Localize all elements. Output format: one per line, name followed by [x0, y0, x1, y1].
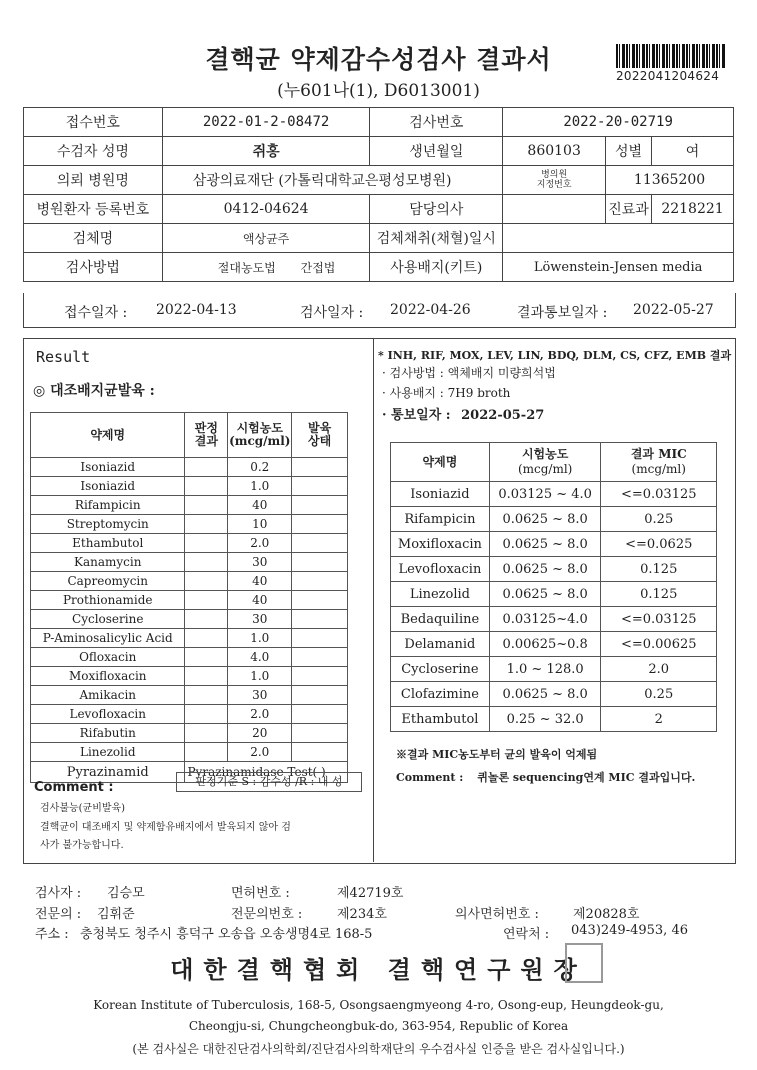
dept: 2218221 [652, 195, 734, 224]
test-no: 2022-20-02719 [503, 108, 734, 137]
address-label: 주소 : [35, 927, 69, 942]
solid-table-row [31, 667, 348, 686]
mic-drug-name: Delamanid [391, 632, 490, 657]
criteria-box: 판정기준 S : 감수성 /R : 내 성 [176, 772, 362, 792]
mic-drug-name: Moxifloxacin [391, 532, 490, 557]
mic-table-header [391, 443, 717, 482]
mic-result: <=0.03125 [601, 607, 717, 632]
solid-table-row [31, 458, 348, 477]
tester-label: 검사자 : [35, 886, 82, 901]
test-conc: 2.0 [228, 705, 292, 724]
notify-date-label: 결과통보일자 : [517, 305, 608, 321]
medium-line: · 사용배지 : 7H9 broth [382, 386, 511, 400]
test-conc: 30 [228, 610, 292, 629]
method-1: 절대농도법 [217, 260, 276, 275]
patient-name: 쥐홍 [162, 137, 370, 166]
english-address-2: Cheongju-si, Chungcheongbuk-do, 363-954, Republic of Korea [188, 1019, 569, 1033]
drug-name: Isoniazid [31, 477, 185, 496]
sex: 여 [652, 137, 734, 166]
mic-drug-name: Linezolid [391, 582, 490, 607]
growth-state [292, 591, 348, 610]
mic-result: 0.25 [601, 682, 717, 707]
sex-label: 성별 [606, 137, 652, 166]
license: 제42719호 [337, 886, 404, 901]
growth-state [292, 458, 348, 477]
test-conc: 2.0 [228, 743, 292, 762]
test-conc: 10 [228, 515, 292, 534]
barcode-number: 2022041204624 [616, 69, 720, 83]
growth-state [292, 496, 348, 515]
mic-range: 0.0625 ~ 8.0 [489, 582, 601, 607]
drug-name: Rifampicin [31, 496, 185, 515]
growth-state [292, 629, 348, 648]
header-conc-2: (mcg/ml) [229, 434, 291, 448]
drug-name: Levofloxacin [31, 705, 185, 724]
solid-medium-table [30, 412, 348, 783]
mic-result: <=0.00625 [601, 632, 717, 657]
mic-table-row [391, 532, 717, 557]
mic-range: 0.0625 ~ 8.0 [489, 682, 601, 707]
specialist: 김휘준 [97, 907, 135, 922]
growth-state [292, 515, 348, 534]
growth-state [292, 705, 348, 724]
growth-state [292, 610, 348, 629]
mic-result: <=0.03125 [601, 482, 717, 507]
solid-table-row [31, 553, 348, 572]
mic-table-row [391, 557, 717, 582]
test-conc: 1.0 [228, 477, 292, 496]
judge-result [185, 648, 228, 667]
notify-date: 2022-05-27 [633, 302, 714, 318]
liquid-mic-table [390, 442, 717, 732]
results-divider [373, 338, 374, 862]
pza-drug: Pyrazinamid [31, 762, 185, 783]
header-conc [228, 413, 292, 458]
method-line: · 검사방법 : 액체배지 미량희석법 [382, 366, 556, 380]
judge-result [185, 534, 228, 553]
judge-result [185, 629, 228, 648]
mic-header-mic-2: (mcg/ml) [631, 462, 686, 476]
hospital-code-label-1: 병의원 [541, 170, 568, 180]
test-conc: 40 [228, 591, 292, 610]
document-subtitle: (누601나(1), D6013001) [277, 81, 480, 101]
mic-drug-name: Rifampicin [391, 507, 490, 532]
spec-no: 제234호 [337, 907, 387, 922]
doctor-label: 담당의사 [370, 195, 503, 224]
mic-header-conc [489, 443, 601, 482]
document-title: 결핵균 약제감수성검사 결과서 [205, 45, 552, 74]
mic-range: 0.0625 ~ 8.0 [489, 507, 601, 532]
method-label: 검사방법 [24, 253, 163, 282]
growth-state [292, 686, 348, 705]
test-conc: 1.0 [228, 667, 292, 686]
birth-label: 생년월일 [370, 137, 503, 166]
left-comment-label: Comment : [34, 780, 114, 795]
solid-table-row [31, 515, 348, 534]
mic-range: 0.00625~0.8 [489, 632, 601, 657]
solid-table-row [31, 705, 348, 724]
mic-range: 0.03125~4.0 [489, 607, 601, 632]
result-heading: Result [36, 348, 91, 366]
solid-table-row [31, 724, 348, 743]
hospital-label: 의뢰 병원명 [24, 166, 163, 195]
drug-name: Kanamycin [31, 553, 185, 572]
left-comment-1: 검사불능(균비발육) [40, 803, 126, 814]
mic-table-row [391, 657, 717, 682]
judge-result [185, 686, 228, 705]
test-date: 2022-04-26 [390, 302, 471, 318]
receipt-date-label: 접수일자 : [64, 305, 128, 321]
solid-table-row [31, 629, 348, 648]
test-conc: 40 [228, 496, 292, 515]
test-conc: 30 [228, 686, 292, 705]
header-conc-1: 시험농도 [236, 421, 283, 435]
receipt-no: 2022-01-2-08472 [162, 108, 370, 137]
solid-table-row [31, 610, 348, 629]
growth-state [292, 553, 348, 572]
method-2: 간접법 [300, 260, 336, 275]
certification-note: (본 검사실은 대한진단검사의학회/진단검사의학재단의 우수검사실 인증을 받은 검사실입니다.) [132, 1042, 625, 1056]
mic-result: 2 [601, 707, 717, 732]
test-conc: 40 [228, 572, 292, 591]
right-comment-text: 퀴놀론 sequencing연계 MIC 결과입니다. [477, 771, 696, 784]
mic-drug-name: Cycloserine [391, 657, 490, 682]
drug-name: Rifabutin [31, 724, 185, 743]
solid-table-row [31, 591, 348, 610]
mic-table-row [391, 707, 717, 732]
judge-result [185, 667, 228, 686]
solid-table-row [31, 686, 348, 705]
mic-table-row [391, 482, 717, 507]
judge-result [185, 458, 228, 477]
solid-table-row [31, 572, 348, 591]
drug-name: Capreomycin [31, 572, 185, 591]
drug-name: Amikacin [31, 686, 185, 705]
solid-table-row [31, 743, 348, 762]
method [162, 253, 370, 282]
mic-table-row [391, 682, 717, 707]
official-seal-stamp [565, 943, 603, 983]
receipt-no-label: 접수번호 [24, 108, 163, 137]
mic-drug-name: Levofloxacin [391, 557, 490, 582]
judge-result [185, 591, 228, 610]
drug-name: Streptomycin [31, 515, 185, 534]
header-growth [292, 413, 348, 458]
test-conc: 2.0 [228, 534, 292, 553]
specialist-label: 전문의 : [35, 907, 82, 922]
dates-row [23, 293, 736, 328]
license-label: 면허번호 : [231, 886, 290, 901]
judge-result [185, 553, 228, 572]
solid-table-row [31, 648, 348, 667]
specimen: 액상균주 [162, 224, 370, 253]
header-drug: 약제명 [31, 413, 185, 458]
mic-result: 0.25 [601, 507, 717, 532]
barcode [616, 44, 726, 68]
solid-table-row [31, 477, 348, 496]
spec-no-label: 전문의번호 : [231, 907, 303, 922]
doctor-license-label: 의사면허번호 : [455, 907, 539, 922]
judge-result [185, 515, 228, 534]
judge-result [185, 496, 228, 515]
growth-state [292, 667, 348, 686]
right-notify [382, 404, 544, 423]
mic-table-row [391, 632, 717, 657]
collect [503, 224, 734, 253]
mic-header-conc-2: (mcg/ml) [517, 462, 573, 476]
mic-range: 0.0625 ~ 8.0 [489, 532, 601, 557]
right-notify-date: 2022-05-27 [461, 408, 545, 423]
growth-state [292, 534, 348, 553]
mic-result: 0.125 [601, 582, 717, 607]
mic-header-mic-1: 결과 MIC [630, 447, 687, 461]
judge-result [185, 572, 228, 591]
mic-table-row [391, 582, 717, 607]
patient-info-table [23, 107, 734, 282]
test-conc: 1.0 [228, 629, 292, 648]
header-judge-2: 결과 [194, 434, 218, 448]
judge-result [185, 724, 228, 743]
reg-no-label: 병원환자 등록번호 [24, 195, 163, 224]
mic-drug-name: Clofazimine [391, 682, 490, 707]
drug-name: Cycloserine [31, 610, 185, 629]
english-address-1: Korean Institute of Tuberculosis, 168-5, Osongsaengmyeong 4-ro, Osong-eup, Heungdeok-gu, [93, 998, 664, 1012]
specimen-label: 검체명 [24, 224, 163, 253]
hospital-code-label-2: 지정번호 [536, 180, 572, 190]
drug-name: Prothionamide [31, 591, 185, 610]
doctor [503, 195, 606, 224]
left-comment-2: 결핵균이 대조배지 및 약제함유배지에서 발육되지 않아 검 [40, 822, 291, 833]
drug-name: P-Aminosalicylic Acid [31, 629, 185, 648]
footer-line-1 [35, 882, 735, 902]
hospital-code-label [503, 166, 606, 195]
drug-name: Isoniazid [31, 458, 185, 477]
birth: 860103 [503, 137, 606, 166]
mic-header-conc-1: 시험농도 [521, 447, 569, 461]
pza-test: Pyrazinamidase Test( ) [185, 762, 348, 783]
mic-range: 0.25 ~ 32.0 [489, 707, 601, 732]
mic-note: ※결과 MIC농도부터 균의 발육이 억제됨 [396, 748, 598, 761]
header-growth-2: 상태 [308, 434, 332, 448]
medium: Löwenstein-Jensen media [503, 253, 734, 282]
mic-result: <=0.0625 [601, 532, 717, 557]
growth-state [292, 648, 348, 667]
patient-name-label: 수검자 성명 [24, 137, 163, 166]
drug-name: Ethambutol [31, 534, 185, 553]
footer-line-2 [35, 903, 735, 923]
doctor-license: 제20828호 [573, 907, 640, 922]
mic-table-row [391, 507, 717, 532]
mic-range: 0.0625 ~ 8.0 [489, 557, 601, 582]
judge-result [185, 705, 228, 724]
header-judge [185, 413, 228, 458]
test-conc: 20 [228, 724, 292, 743]
judge-result [185, 610, 228, 629]
medium-label: 사용배지(키트) [370, 253, 503, 282]
mic-result: 2.0 [601, 657, 717, 682]
mic-drug-name: Ethambutol [391, 707, 490, 732]
mic-table-row [391, 607, 717, 632]
drug-name: Ofloxacin [31, 648, 185, 667]
mic-range: 0.03125 ~ 4.0 [489, 482, 601, 507]
growth-state [292, 477, 348, 496]
collect-label: 검체채취(채혈)일시 [370, 224, 503, 253]
right-comment-label: Comment : [396, 771, 464, 784]
solid-table-row [31, 496, 348, 515]
hospital-code: 11365200 [606, 166, 734, 195]
test-conc: 30 [228, 553, 292, 572]
test-conc: 4.0 [228, 648, 292, 667]
solid-table-row [31, 534, 348, 553]
test-no-label: 검사번호 [370, 108, 503, 137]
mic-drug-name: Bedaquiline [391, 607, 490, 632]
tester: 김승모 [107, 886, 145, 901]
judge-result [185, 477, 228, 496]
right-notify-label: · 통보일자 : [382, 408, 451, 423]
left-comment-3: 사가 불가능합니다. [40, 840, 124, 851]
mic-range: 1.0 ~ 128.0 [489, 657, 601, 682]
growth-state [292, 724, 348, 743]
growth-state [292, 743, 348, 762]
mic-header-mic [601, 443, 717, 482]
drug-name: Moxifloxacin [31, 667, 185, 686]
growth-state [292, 572, 348, 591]
hospital: 삼광의료재단 (가톨릭대학교은평성모병원) [162, 166, 502, 195]
judge-result [185, 743, 228, 762]
receipt-date: 2022-04-13 [156, 302, 237, 318]
header-judge-1: 판정 [194, 421, 218, 435]
reg-no: 0412-04624 [162, 195, 370, 224]
address: 충청북도 청주시 흥덕구 오송읍 오송생명4로 168-5 [80, 927, 373, 942]
phone: 043)249-4953, 46 [571, 923, 688, 938]
mic-drug-name: Isoniazid [391, 482, 490, 507]
test-conc: 0.2 [228, 458, 292, 477]
phone-label: 연락처 : [503, 927, 550, 942]
footer-line-3 [35, 923, 735, 943]
test-date-label: 검사일자 : [300, 305, 364, 321]
organization-name: 대한결핵협회 결핵연구원장 [170, 955, 587, 984]
header-growth-1: 발육 [308, 421, 332, 435]
dept-label: 진료과 [606, 195, 652, 224]
drug-name: Linezolid [31, 743, 185, 762]
mic-header-drug: 약제명 [391, 443, 490, 482]
mic-result: 0.125 [601, 557, 717, 582]
drug-list-line: * INH, RIF, MOX, LEV, LIN, BDQ, DLM, CS, CFZ, EMB 결과 [378, 349, 732, 362]
right-comment [396, 769, 695, 785]
solid-table-header [31, 413, 348, 458]
growth-label: ◎ 대조배지균발육 : [33, 383, 155, 399]
